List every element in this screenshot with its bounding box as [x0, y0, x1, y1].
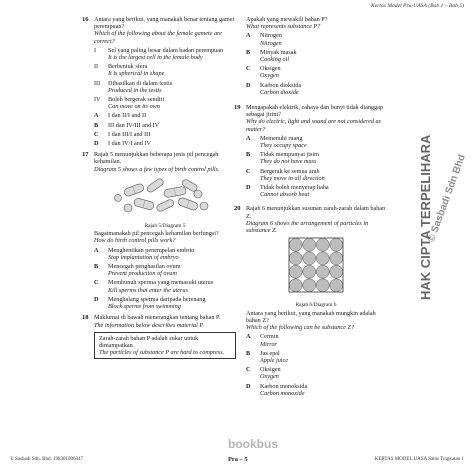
particle — [303, 239, 316, 252]
statement-translation: Can move on its own — [108, 103, 160, 111]
answer-option[interactable] — [94, 263, 236, 277]
page-header: Kertas Model Pra-UASA (Bab 1 – Bab 5) — [371, 3, 464, 9]
question-stem: Bagaimanakah pil pencegah kehamilan berfungsi? — [94, 230, 219, 238]
option-translation: Cannot absorb heat — [260, 191, 310, 199]
answer-option[interactable] — [246, 168, 386, 182]
option-letter: A — [246, 32, 251, 40]
statement-label: I — [94, 46, 97, 54]
watermark-copyright: HAK CIPTA TERPELIHARA — [418, 134, 433, 300]
statement-label: IV — [94, 96, 101, 104]
answer-option[interactable] — [246, 151, 386, 165]
particle — [316, 239, 329, 252]
question-number: 19 — [234, 104, 241, 112]
footer-book-title: KERTAS MODEL UASA Sains Tingkatan 1 — [374, 457, 464, 462]
question-stem: Mengapakah elektrik, cahaya dan bunyi tidak dianggap sebagai jirim? — [246, 104, 383, 119]
statement-item — [94, 47, 236, 61]
particle — [303, 252, 316, 265]
option-translation: Apple juice — [260, 356, 289, 364]
answer-option[interactable] — [246, 65, 386, 79]
option-letter: C — [94, 279, 99, 287]
left-column — [82, 16, 236, 359]
option-text: Jus epal — [260, 349, 280, 357]
figure-caption: Rajah 6/Diagram 6 — [295, 302, 337, 309]
diagram-5 — [94, 176, 236, 230]
option-letter: A — [246, 134, 251, 142]
info-box-text: Zarah-zarah bahan P adalah sukar untuk dimampatkan. — [99, 334, 199, 349]
question-intro-translation: Diagram 6 shows the arrangement of particles in substance Z. — [246, 219, 369, 235]
option-text: Memenuhi ruang — [260, 134, 303, 142]
statement-label: II — [94, 63, 99, 71]
statement-translation: It is spherical in shape — [108, 70, 165, 78]
particle — [330, 279, 343, 292]
particle — [316, 252, 329, 265]
question-20 — [234, 205, 386, 397]
particle — [330, 266, 343, 279]
option-translation: Block sperms from swimming — [108, 303, 181, 311]
statement-label: III — [94, 79, 101, 87]
particle — [316, 279, 329, 292]
statement-translation: It is the largest cell in the female body — [108, 54, 203, 62]
question-17 — [82, 151, 236, 311]
particle — [330, 239, 343, 252]
answer-option[interactable] — [246, 82, 386, 96]
option-text: I dan II/I and II — [108, 112, 147, 120]
question-18 — [82, 314, 236, 359]
option-translation: Oxygen — [260, 373, 279, 381]
statement-translation: Produced in the testis — [108, 86, 162, 94]
answer-option[interactable] — [94, 247, 236, 261]
answer-option[interactable] — [94, 140, 236, 147]
option-letter: B — [246, 151, 251, 159]
answer-option[interactable] — [246, 350, 386, 364]
question-intro: Rajah 5 menunjukkan beberapa jenis pil pencegah kehamilan. — [94, 151, 219, 166]
option-text: Menghalang sperma daripada berenang — [108, 295, 206, 303]
option-letter: B — [246, 48, 251, 56]
footer-copyright: © Sasbadi Sdn. Bhd. 198301006847 — [10, 457, 83, 462]
answer-option[interactable] — [94, 122, 236, 129]
statement-item — [94, 63, 236, 77]
statement-text: Sel yang paling besar dalam badan perempuan — [108, 46, 224, 54]
option-text: Minyak masak — [260, 48, 297, 56]
question-number: 20 — [234, 205, 241, 213]
option-letter: B — [246, 349, 251, 357]
statement-text: Berbentuk sfera — [108, 63, 148, 71]
option-translation: Carbon monoxide — [260, 389, 305, 397]
question-stem: Apakah yang mewakili bahan P? — [246, 16, 328, 23]
option-translation: Carbon dioxide — [260, 88, 299, 96]
question-stem-translation: Why do electric, light and sound are not considered as matter? — [246, 118, 381, 133]
question-number: 16 — [82, 16, 89, 23]
watermark-bookbus: bookbus — [228, 437, 278, 451]
option-letter: A — [94, 246, 99, 254]
option-text: III dan IV/III and IV — [108, 121, 160, 129]
particle — [289, 266, 302, 279]
particle — [316, 266, 329, 279]
statement-text: Boleh bergerak sendiri — [108, 96, 165, 104]
answer-option[interactable] — [246, 135, 386, 149]
option-translation: Stop implantation of embryo — [108, 253, 179, 261]
option-text: Karbon monoksida — [260, 382, 308, 390]
option-letter: C — [246, 167, 251, 175]
question-stem: Antara yang berikut, yang manakah benar tentang gamet perempuan? — [94, 16, 235, 31]
option-translation: They do not have mass — [260, 158, 317, 166]
right-column — [234, 16, 386, 397]
diagram-6 — [246, 237, 386, 309]
option-letter: A — [94, 112, 99, 120]
option-text: I dan III/I and III — [108, 130, 151, 138]
question-18-continued — [246, 16, 386, 96]
particle — [303, 279, 316, 292]
option-translation: Prevent production of ovum — [108, 270, 177, 278]
option-translation: They occupy space — [260, 142, 307, 150]
answer-option[interactable] — [246, 32, 386, 46]
option-text: Cermin — [260, 333, 279, 341]
answer-option[interactable] — [94, 296, 236, 310]
option-translation: Mirror — [260, 340, 277, 348]
option-letter: C — [94, 130, 99, 138]
option-letter: A — [246, 333, 251, 341]
option-text: Menghentikan penempelan embrio — [108, 246, 195, 254]
info-box-translation: The particles of substance P are hard to compress. — [99, 349, 225, 357]
page-number: Pra – 5 — [228, 456, 248, 463]
option-text: Oksigen — [260, 65, 281, 73]
question-stem-translation: How do birth control pills work? — [94, 237, 176, 245]
question-intro-translation: The information below describes material P. — [94, 321, 204, 329]
answer-option[interactable] — [94, 279, 236, 293]
option-letter: C — [246, 65, 251, 73]
info-box — [94, 332, 236, 360]
question-stem-translation: What represents substance P? — [246, 23, 321, 31]
option-text: I dan IV/I and IV — [108, 140, 151, 148]
question-number: 17 — [82, 151, 89, 159]
option-text: Oksigen — [260, 366, 281, 374]
question-number: 18 — [82, 314, 89, 322]
answer-option[interactable] — [246, 49, 386, 63]
statement-text: Dihasilkan di dalam testis — [108, 79, 173, 87]
watermark-publisher: © Sasbadi Sdn Bhd — [426, 153, 468, 244]
option-text: Mencegah penghasilan ovum — [108, 263, 181, 271]
option-letter: B — [94, 121, 99, 129]
option-translation: Nitrogen — [260, 39, 282, 47]
option-translation: Kill sperms that enter the uterus — [108, 286, 188, 294]
question-intro-translation: Diagram 5 shows a few types of birth control pills. — [94, 165, 220, 173]
option-text: Membunuh sperma yang memasuki uterus — [108, 279, 214, 287]
particle — [289, 239, 302, 252]
option-letter: D — [246, 184, 251, 192]
option-translation: Cooking oil — [260, 56, 290, 64]
pills-illustration — [94, 176, 236, 220]
particle — [330, 252, 343, 265]
answer-option[interactable] — [246, 383, 386, 397]
statement-item — [94, 80, 236, 94]
answer-option[interactable] — [246, 184, 386, 198]
answer-option[interactable] — [246, 333, 386, 347]
particle-arrangement-illustration — [246, 237, 386, 299]
question-stem: Antara yang berikut, yang manakah mungkin adalah bahan Z? — [246, 309, 376, 324]
option-text: Tidak mempunyai jisim — [260, 151, 319, 159]
particle — [303, 266, 316, 279]
option-letter: D — [246, 382, 251, 390]
particle — [289, 252, 302, 265]
option-letter: D — [94, 140, 99, 148]
figure-caption: Rajah 5/Diagram 5 — [144, 223, 186, 230]
statement-item — [94, 96, 236, 110]
question-stem-translation: Which of the following about the female gamete are correct? — [94, 30, 222, 45]
question-19 — [234, 104, 386, 199]
option-letter: C — [246, 366, 251, 374]
option-text: Tidak boleh menyerap haba — [260, 184, 329, 192]
option-text: Karbon dioksida — [260, 81, 302, 89]
option-text: Nitrogen — [260, 32, 282, 40]
answer-option[interactable] — [94, 131, 236, 138]
answer-option[interactable] — [246, 366, 386, 380]
option-letter: D — [246, 81, 251, 89]
option-text: Bergerak ke semua arah — [260, 167, 320, 175]
question-16 — [82, 16, 236, 148]
question-stem-translation: Which of the following can be substance Z? — [246, 324, 355, 332]
option-translation: Oxygen — [260, 72, 279, 80]
option-letter: D — [94, 295, 99, 303]
answer-option[interactable] — [94, 112, 236, 119]
question-intro: Maklumat di bawah menerangkan tentang bahan P. — [94, 314, 221, 322]
particle — [289, 279, 302, 292]
option-translation: They move in all direction — [260, 174, 325, 182]
question-intro: Rajah 6 menunjukkan susunan zarah-zarah dalam bahan Z. — [246, 205, 386, 220]
option-letter: B — [94, 263, 99, 271]
